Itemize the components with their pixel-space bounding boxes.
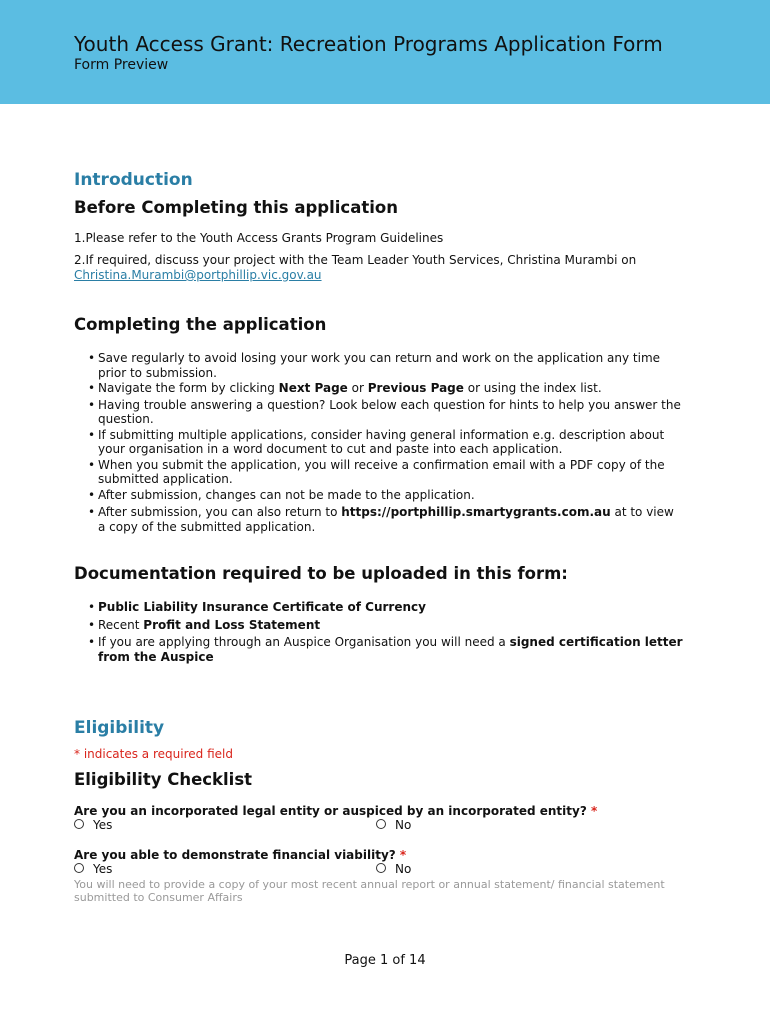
required-star: *: [399, 848, 407, 862]
list-item: • Having trouble answering a question? Look below each question for hints to help you answer the question.: [94, 398, 684, 427]
step-2-text: [74, 253, 684, 283]
page-number: Page 1 of 14: [344, 953, 426, 968]
list-item: • Save regularly to avoid losing your work you can return and work on the application any time prior to submission.: [94, 351, 684, 380]
page-subtitle: Form Preview: [74, 57, 169, 73]
required-star: *: [590, 804, 598, 818]
radio-circle-icon[interactable]: [376, 863, 386, 873]
radio-group: [74, 818, 684, 834]
list-item: • After submission, changes can not be made to the application.: [94, 488, 684, 503]
radio-circle-icon[interactable]: [376, 819, 386, 829]
list-item: • When you submit the application, you will receive a confirmation email with a PDF copy of the submitted application.: [94, 458, 684, 487]
list-item: • Navigate the form by clicking Next Page or Previous Page or using the index list.: [94, 381, 684, 396]
list-item: • After submission, you can also return to https://portphillip.smartygrants.com.au at to view a copy of the submitted application.: [94, 505, 684, 534]
radio-yes[interactable]: Yes: [74, 862, 112, 876]
introduction-heading: Introduction: [74, 170, 193, 190]
question-financial-viability: [74, 848, 684, 904]
question-label: Are you able to demonstrate financial viability? *: [74, 848, 407, 862]
page-title: Youth Access Grant: Recreation Programs Application Form: [74, 32, 663, 56]
list-item: • Recent Profit and Loss Statement: [94, 618, 684, 633]
radio-no[interactable]: No: [376, 862, 411, 876]
list-item: • Public Liability Insurance Certificate of Currency: [94, 600, 684, 615]
step-1-text: 1.Please refer to the Youth Access Grants Program Guidelines: [74, 231, 444, 245]
completing-heading: Completing the application: [74, 315, 327, 334]
list-item: • If submitting multiple applications, consider having general information e.g. description about your organisation in a word document to cut and paste into each application.: [94, 428, 684, 457]
list-item: • If you are applying through an Auspice Organisation you will need a signed certification letter from the Auspice: [94, 635, 684, 664]
documentation-heading: Documentation required to be uploaded in this form:: [74, 564, 568, 583]
radio-circle-icon[interactable]: [74, 819, 84, 829]
completing-list: [74, 351, 684, 534]
contact-email-link[interactable]: Christina.Murambi@portphillip.vic.gov.au: [74, 268, 322, 282]
eligibility-heading: Eligibility: [74, 718, 165, 738]
radio-yes[interactable]: Yes: [74, 818, 112, 832]
before-completing-heading: Before Completing this application: [74, 198, 398, 217]
question-label: Are you an incorporated legal entity or auspiced by an incorporated entity? *: [74, 804, 598, 818]
form-content: [74, 170, 684, 904]
eligibility-checklist-heading: Eligibility Checklist: [74, 770, 253, 789]
header-banner: [0, 0, 770, 104]
question-incorporated: [74, 804, 684, 834]
question-hint: You will need to provide a copy of your most recent annual report or annual statement/ financial statement submitted to Consumer Affairs: [74, 878, 665, 904]
radio-no[interactable]: No: [376, 818, 411, 832]
documentation-list: [74, 600, 684, 664]
portal-url: https://portphillip.smartygrants.com.au: [341, 505, 611, 519]
step-2-body: 2.If required, discuss your project with the Team Leader Youth Services, Christina Murambi on: [74, 253, 637, 267]
radio-group: [74, 862, 684, 878]
radio-circle-icon[interactable]: [74, 863, 84, 873]
required-field-note: * indicates a required field: [74, 747, 233, 761]
